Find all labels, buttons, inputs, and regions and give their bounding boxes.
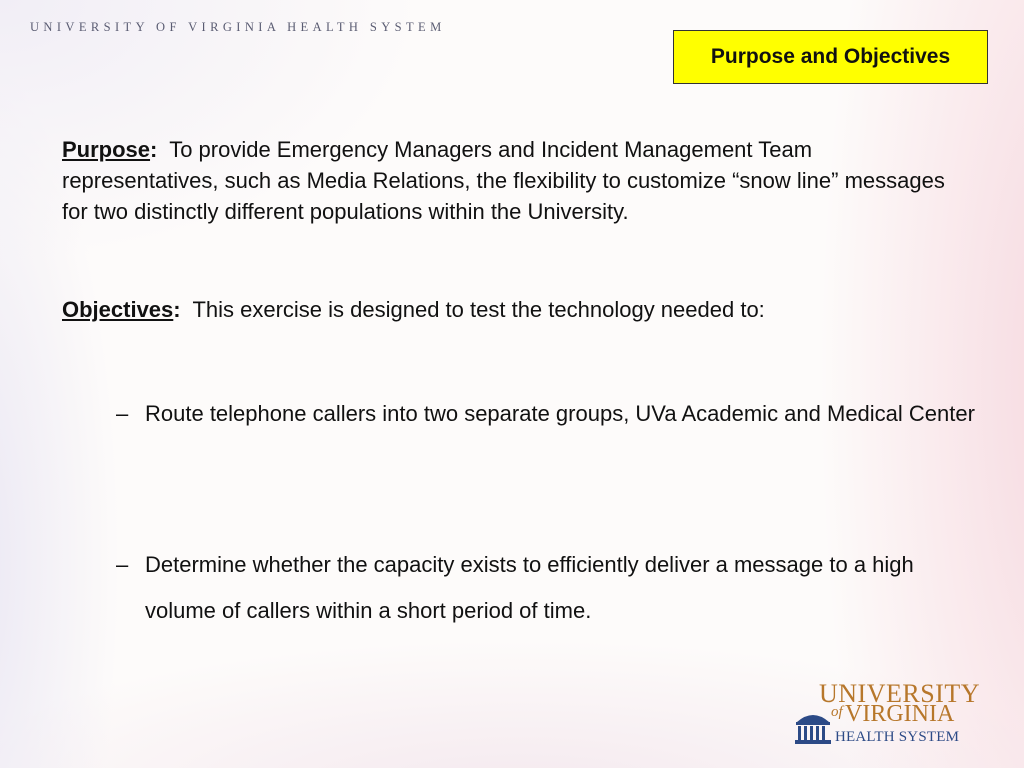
logo-virginia: VIRGINIA <box>845 701 955 727</box>
top-banner: UNIVERSITY OF VIRGINIA HEALTH SYSTEM <box>30 20 446 34</box>
logo-health-system: HEALTH SYSTEM <box>835 729 960 745</box>
objective-item-text: Route telephone callers into two separate groups, UVa Academic and Medical Center <box>145 401 975 426</box>
bullet-dash: – <box>116 401 129 426</box>
objectives-text: This exercise is designed to test the technology needed to: <box>192 297 765 322</box>
purpose-text: To provide Emergency Managers and Incident Management Team representatives, such as Media Relations, the flexibility to customize “snow line” messages for two distinctly different populations within the University. <box>62 137 945 224</box>
objective-item-1 <box>116 391 976 437</box>
purpose-label: Purpose: <box>62 137 158 162</box>
objectives-paragraph <box>62 294 962 325</box>
objective-item-2 <box>116 542 976 634</box>
rotunda-icon <box>795 708 831 746</box>
logo-of: of <box>831 704 843 720</box>
uva-health-system-logo <box>795 679 980 750</box>
bullet-dash: – <box>116 552 129 577</box>
objectives-label: Objectives: <box>62 297 181 322</box>
objective-item-text: Determine whether the capacity exists to efficiently deliver a message to a high volume of callers within a short period of time. <box>145 552 914 623</box>
logo-university: UNIVERSITY <box>819 679 980 708</box>
purpose-paragraph <box>62 134 962 227</box>
slide-title: Purpose and Objectives <box>673 30 988 84</box>
